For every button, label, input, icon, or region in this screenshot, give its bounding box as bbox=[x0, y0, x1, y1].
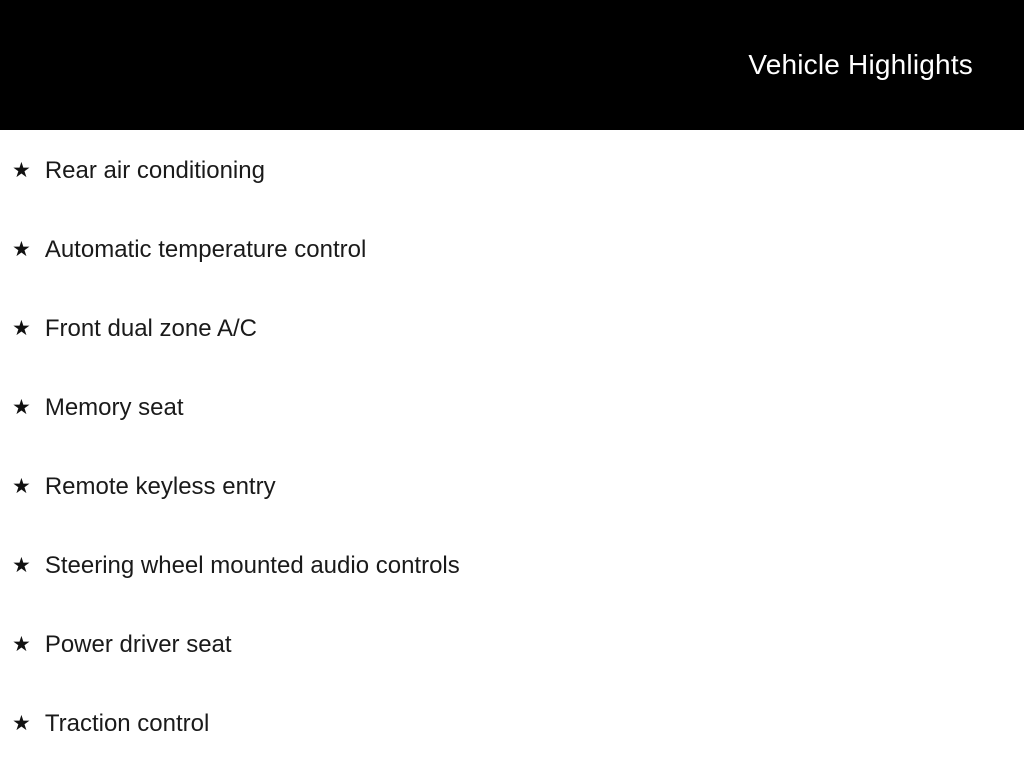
highlight-label: Traction control bbox=[44, 710, 210, 738]
list-item bbox=[0, 606, 1024, 685]
highlight-label: Remote keyless entry bbox=[44, 473, 276, 501]
highlight-label: Steering wheel mounted audio controls bbox=[44, 552, 460, 580]
list-item bbox=[0, 527, 1024, 606]
star-icon: ★ bbox=[12, 554, 31, 577]
page-title: Vehicle Highlights bbox=[748, 49, 973, 80]
header-banner bbox=[0, 0, 1024, 130]
highlight-label: Front dual zone A/C bbox=[44, 315, 257, 343]
highlight-label: Rear air conditioning bbox=[44, 157, 265, 185]
star-icon: ★ bbox=[12, 475, 31, 498]
list-item bbox=[0, 685, 1024, 764]
list-item bbox=[0, 132, 1024, 211]
star-icon: ★ bbox=[12, 238, 31, 261]
list-item bbox=[0, 290, 1024, 369]
list-item bbox=[0, 369, 1024, 448]
star-icon: ★ bbox=[12, 396, 31, 419]
highlight-label: Automatic temperature control bbox=[44, 236, 367, 264]
list-item bbox=[0, 448, 1024, 527]
highlight-label: Power driver seat bbox=[44, 631, 232, 659]
star-icon: ★ bbox=[12, 633, 31, 656]
star-icon: ★ bbox=[12, 712, 31, 735]
list-item bbox=[0, 211, 1024, 290]
star-icon: ★ bbox=[12, 317, 31, 340]
highlights-list bbox=[0, 130, 1024, 764]
star-icon: ★ bbox=[12, 159, 31, 182]
highlight-label: Memory seat bbox=[44, 394, 184, 422]
